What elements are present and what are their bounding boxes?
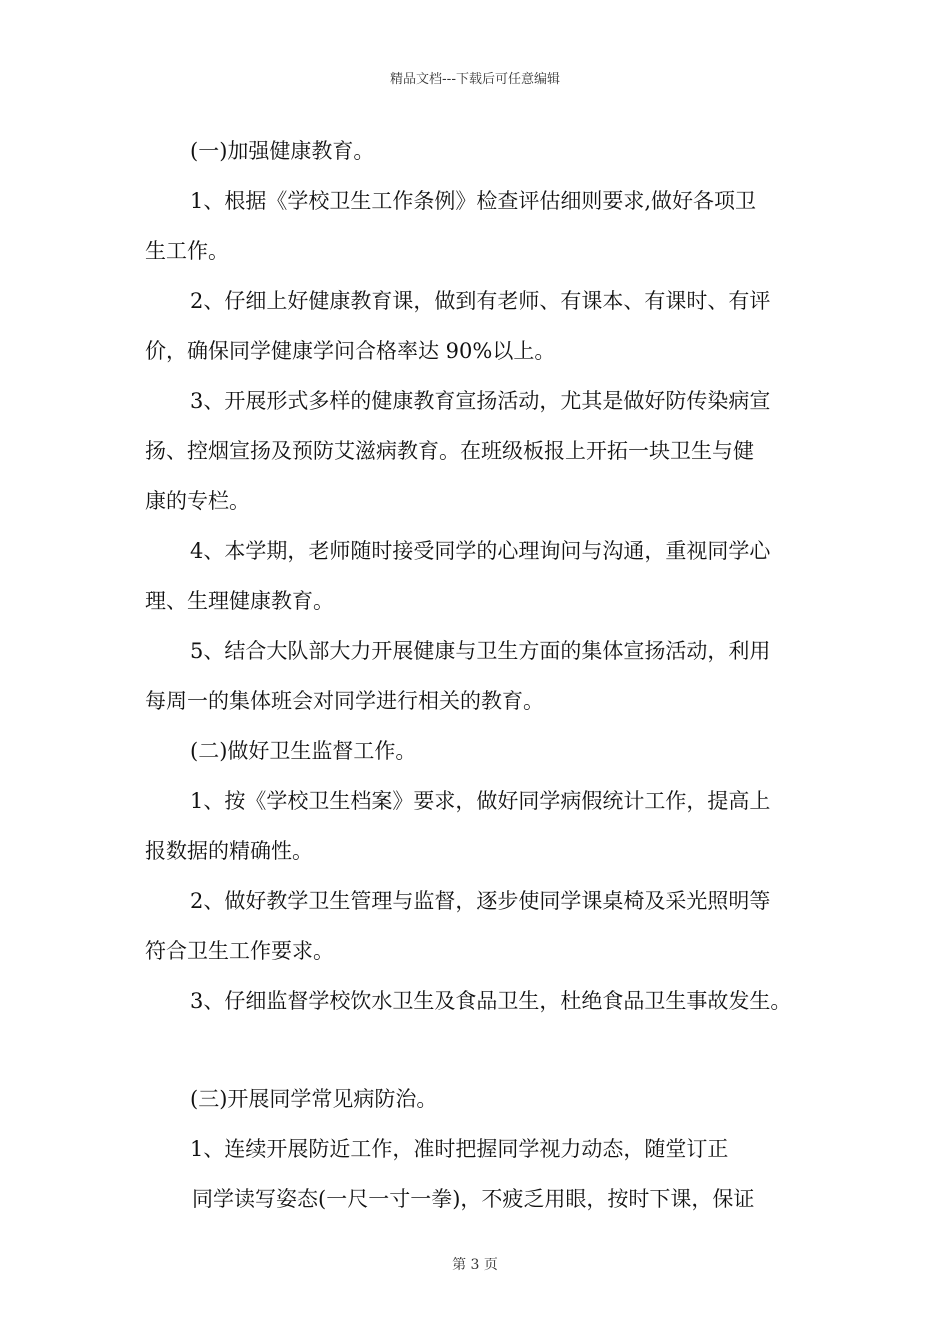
paragraph-line: 1、根据《学校卫生工作条例》检查评估细则要求,做好各项卫 [190,189,757,213]
section-heading-3: (三)开展同学常见病防治。 [190,1087,438,1111]
paragraph-line: 康的专栏。 [145,489,250,513]
paragraph-line: 2、做好教学卫生管理与监督，逐步使同学课桌椅及采光照明等 [190,889,771,913]
paragraph-line: 理、生理健康教育。 [145,589,334,613]
paragraph-line: 价，确保同学健康学问合格率达 90%以上。 [145,339,556,363]
paragraph-line: 5、结合大队部大力开展健康与卫生方面的集体宣扬活动，利用 [190,639,771,663]
section-heading-2: (二)做好卫生监督工作。 [190,739,417,763]
section-heading-1: (一)加强健康教育。 [190,139,375,163]
paragraph-line: 4、本学期，老师随时接受同学的心理询问与沟通，重视同学心 [190,539,771,563]
paragraph-line: 3、开展形式多样的健康教育宣扬活动，尤其是做好防传染病宣 [190,389,771,413]
page-header: 精品文档---下载后可任意编辑 [389,72,561,87]
paragraph-line: 符合卫生工作要求。 [145,939,334,963]
paragraph-line: 2、仔细上好健康教育课，做到有老师、有课本、有课时、有评 [190,289,771,313]
paragraph-line: 每周一的集体班会对同学进行相关的教育。 [145,689,544,713]
paragraph-line: 3、仔细监督学校饮水卫生及食品卫生，杜绝食品卫生事故发生。 [190,989,792,1013]
paragraph-line: 1、连续开展防近工作，准时把握同学视力动态，随堂订正 [190,1137,729,1161]
paragraph-line: 1、按《学校卫生档案》要求，做好同学病假统计工作，提高上 [190,789,771,813]
paragraph-line: 扬、控烟宣扬及预防艾滋病教育。在班级板报上开拓一块卫生与健 [145,439,754,463]
page-number: 第 3 页 [452,1257,498,1273]
paragraph-line: 同学读写姿态(一尺一寸一拳)，不疲乏用眼，按时下课，保证 [192,1187,755,1211]
paragraph-line: 报数据的精确性。 [145,839,313,863]
paragraph-line: 生工作。 [145,239,229,263]
